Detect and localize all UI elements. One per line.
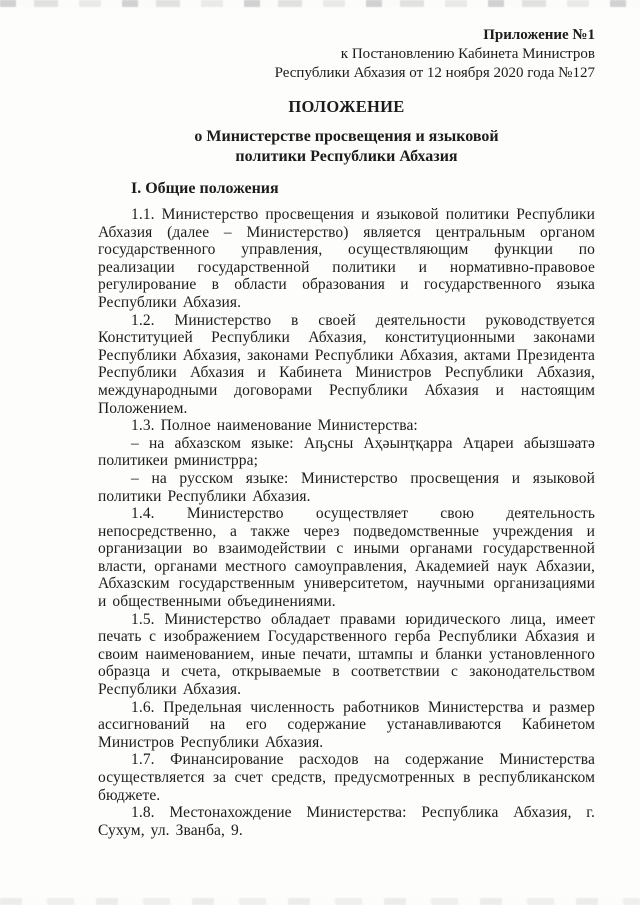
scan-artifact-bottom: [0, 898, 640, 905]
paragraph-1-3-russian-name: – на русском языке: Министерство просвещения и языковой политики Республики Абхазия.: [98, 469, 595, 505]
paragraph-1-3-abkhaz-name: – на абхазском языке: Аҧсны Аҳәынҭқарра Аҵареи абызшәатә политикеи рминистрра;: [98, 434, 595, 470]
annex-date-line: Республики Абхазия от 12 ноября 2020 года №127: [274, 65, 595, 81]
annex-number: Приложение №1: [483, 27, 595, 43]
paragraph-1-5: 1.5. Министерство обладает правами юридического лица, имеет печать с изображением Государственного герба Республики Абхазия и своим наименованием, иные печати, штампы и бланки установленного образца и счета, открываемые в соответствии с законодательством Республики Абхазия.: [98, 610, 595, 699]
document-title: ПОЛОЖЕНИЕ: [288, 97, 405, 116]
document-subtitle: [98, 127, 595, 167]
subtitle-line-2: политики Республики Абхазия: [235, 148, 458, 165]
section-heading-general-provisions: I. Общие положения: [131, 180, 279, 197]
annex-reference: [98, 0, 595, 83]
paragraph-1-4: 1.4. Министерство осуществляет свою деятельность непосредственно, а также через подведомственные учреждения и организации во взаимодействии с иными органами государственной власти, органами местного самоуправления, Академией наук Абхазии, Абхазским государственным университетом, научными организациями и общественными объединениями.: [98, 505, 595, 611]
annex-resolution-line: к Постановлению Кабинета Министров: [340, 46, 595, 62]
document-content: [98, 0, 595, 839]
paragraph-1-7: 1.7. Финансирование расходов на содержание Министерства осуществляется за счет средств, предусмотренных в республиканском бюджете.: [98, 751, 595, 804]
subtitle-line-1: о Министерстве просвещения и языковой: [194, 128, 499, 145]
paragraph-1-6: 1.6. Предельная численность работников Министерства и размер ассигнований на его содержание устанавливаются Кабинетом Министров Республики Абхазия.: [98, 698, 595, 751]
document-body: [98, 206, 595, 839]
paragraph-1-8: 1.8. Местонахождение Министерства: Республика Абхазия, г. Сухум, ул. Званба, 9.: [98, 804, 595, 839]
paragraph-1-2: 1.2. Министерство в своей деятельности руководствуется Конституцией Республики Абхазия, конституционными законами Республики Абхазия, законами Республики Абхазия, актами Президента Республики Абхазия и Кабинета Министров Республики Абхазия, международными договорами Республики Абхазия и настоящим Положением.: [98, 311, 595, 417]
paragraph-1-1: 1.1. Министерство просвещения и языковой политики Республики Абхазия (далее – Министерство) является центральным органом государственного управления, осуществляющим функции по реализации государственной политики и нормативно-правовое регулирование в области образования и государственного языка Республики Абхазия.: [98, 206, 595, 311]
paragraph-1-3: 1.3. Полное наименование Министерства:: [131, 417, 418, 435]
